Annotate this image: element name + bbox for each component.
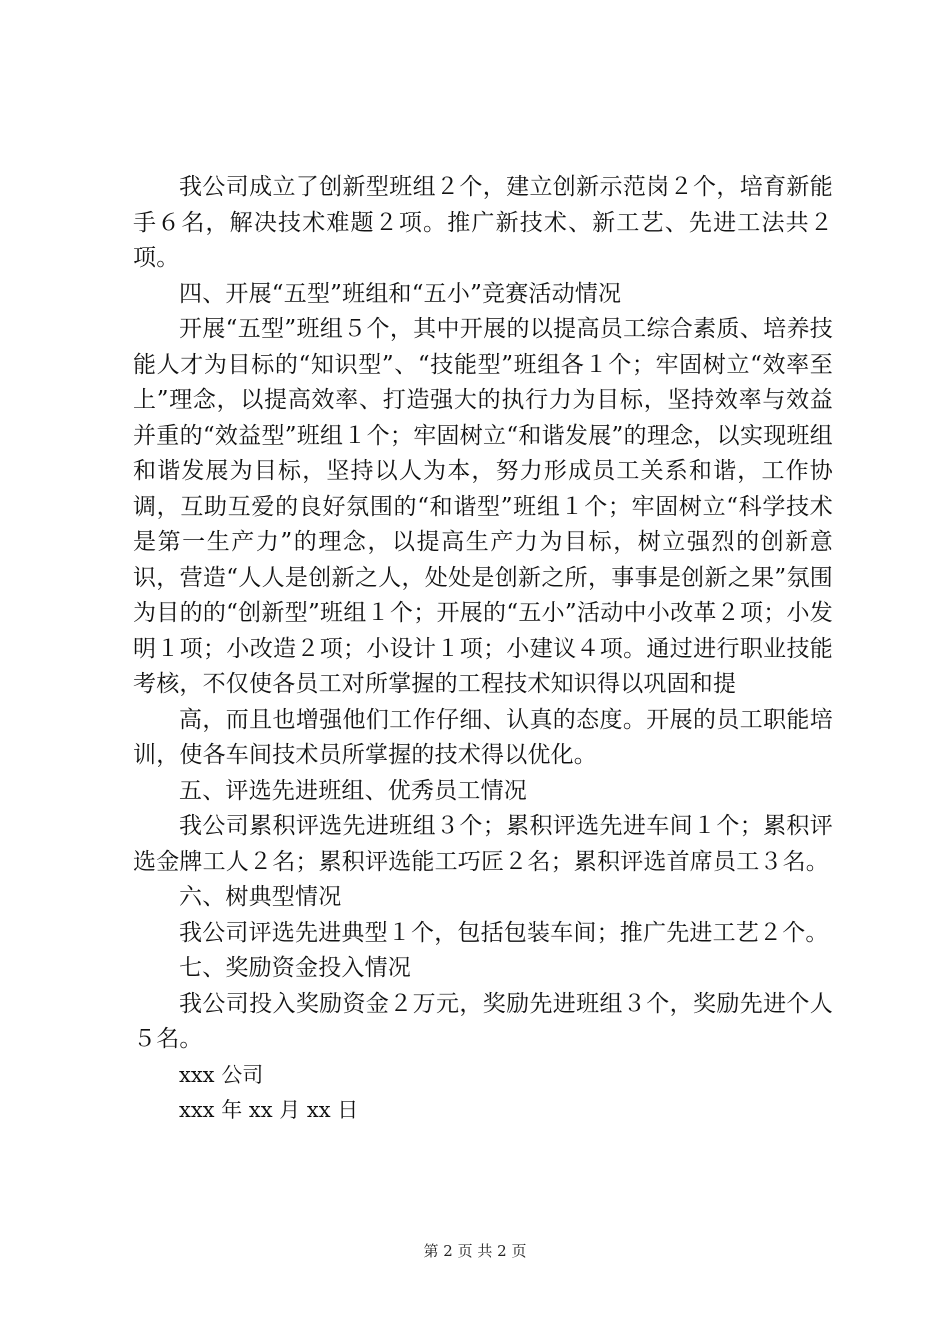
signature-date: xxx 年 xx 月 xx 日	[179, 1098, 359, 1122]
section-heading-four: 四、开展“五型”班组和“五小”竞赛活动情况	[179, 280, 622, 307]
page-footer: 第 2 页 共 2 页	[423, 1242, 527, 1260]
section-heading-seven: 七、奖励资金投入情况	[179, 955, 411, 981]
paragraph-five-types: 开展“五型”班组５个，其中开展的以提高员工综合素质、培养技能人才为目标的“知识型”、“技能型”班组各１个；牢固树立“效率至上”理念，以提高效率、打造强大的执行力为目标，坚持效率与效益并重的“效益型”班组１个；牢固树立“和谐发展”的理念，以实现班组和谐发展为目标，坚持以人为本，努力形成员工关系和谐，工作协调，互助互爱的良好氛围的“和谐型”班组１个；牢固树立“科学技术是第一生产力”的理念，以提高生产力为目标，树立强烈的创新意识，营造“人人是创新之人，处处是创新之所，事事是创新之果”氛围为目的的“创新型”班组１个；开展的“五小”活动中小改革２项；小发明１项；小改造２项；小设计１项；小建议４项。通过进行职业技能考核，不仅使各员工对所掌握的工程技术知识得以巩固和提	[133, 316, 833, 697]
document-body	[133, 170, 833, 1129]
section-heading-six: 六、树典型情况	[179, 884, 342, 910]
paragraph-innovation-teams: 我公司成立了创新型班组２个，建立创新示范岗２个，培育新能手６名，解决技术难题２项。推广新技术、新工艺、先进工法共２项。	[133, 174, 833, 271]
section-heading-five: 五、评选先进班组、优秀员工情况	[179, 777, 527, 804]
paragraph-training: 高，而且也增强他们工作仔细、认真的态度。开展的员工职能培训，使各车间技术员所掌握的技术得以优化。	[133, 706, 833, 768]
paragraph-awards: 我公司累积评选先进班组３个；累积评选先进车间１个；累积评选金牌工人２名；累积评选能工巧匠２名；累积评选首席员工３名。	[133, 813, 833, 875]
paragraph-funding: 我公司投入奖励资金２万元，奖励先进班组３个，奖励先进个人５名。	[133, 990, 833, 1052]
paragraph-models: 我公司评选先进典型１个，包括包装车间；推广先进工艺２个。	[179, 919, 829, 946]
signature-company: xxx 公司	[179, 1062, 264, 1087]
